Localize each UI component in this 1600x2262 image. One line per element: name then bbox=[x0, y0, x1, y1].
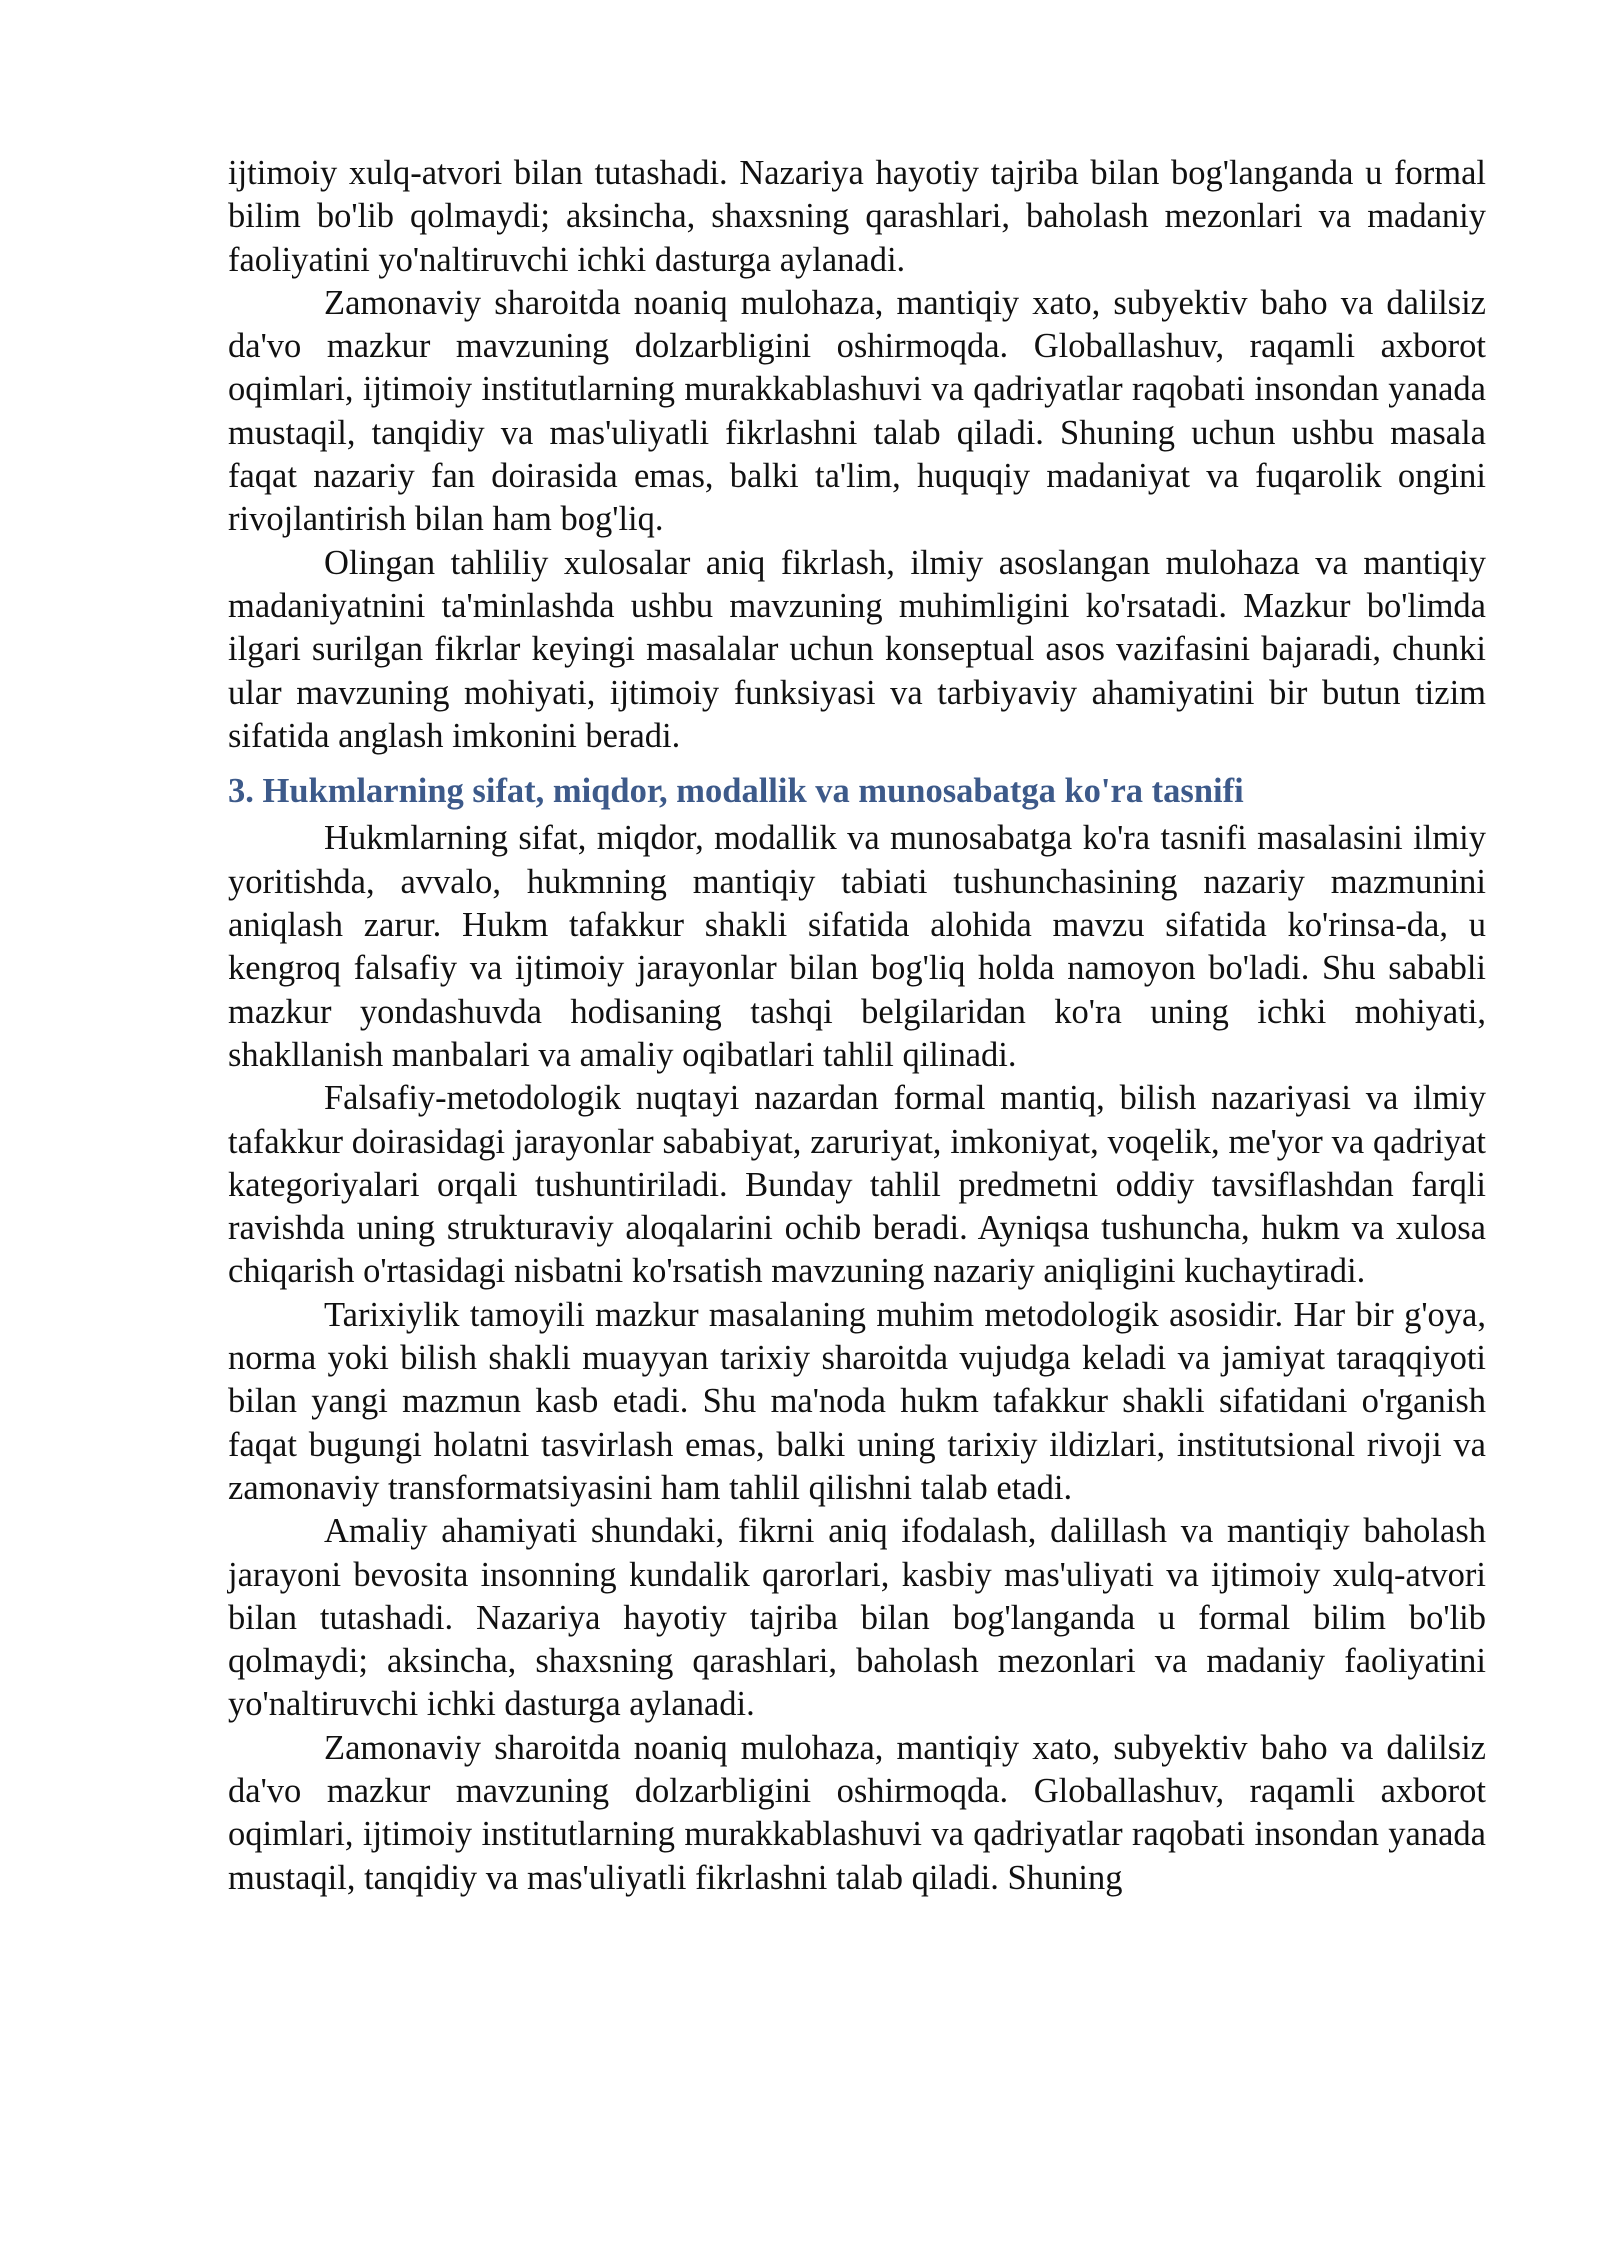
paragraph-continuation: ijtimoiy xulq-atvori bilan tutashadi. Nazariya hayotiy tajriba bilan bog'langanda u formal bilim bo'lib qolmaydi; aksincha, shaxsning qarashlari, baholash mezonlari va madaniy faoliyatini yo'naltiruvchi ichki dasturga aylanadi. bbox=[228, 154, 1486, 279]
paragraph: Zamonaviy sharoitda noaniq mulohaza, mantiqiy xato, subyektiv baho va dalilsiz da'vo mazkur mavzuning dolzarbligini oshirmoqda. Globallashuv, raqamli axborot oqimlari, ijtimoiy institutlarning murakkablashuvi va qadriyatlar raqobati insondan yanada mustaqil, tanqidiy va mas'uliyatli fikrlashni talab qiladi. Shuning bbox=[228, 1728, 1486, 1897]
paragraph: Tarixiylik tamoyili mazkur masalaning muhim metodologik asosidir. Har bir g'oya, norma yoki bilish shakli muayyan tarixiy sharoitda vujudga keladi va jamiyat taraqqiyoti bilan yangi mazmun kasb etadi. Shu ma'noda hukm tafakkur shakli sifatidani o'rganish faqat bugungi holatni tasvirlash emas, balki uning tarixiy ildizlari, institutsional rivoji va zamonaviy transformatsiyasini ham tahlil qilishni talab etadi. bbox=[228, 1295, 1486, 1507]
section-heading: 3. Hukmlarning sifat, miqdor, modallik va munosabatga ko'ra tasnifi bbox=[228, 772, 1244, 811]
paragraph: Olingan tahliliy xulosalar aniq fikrlash, ilmiy asoslangan mulohaza va mantiqiy madaniyatnini ta'minlashda ushbu mavzuning muhimligini ko'rsatadi. Mazkur bo'limda ilgari surilgan fikrlar keyingi masalalar uchun konseptual asos vazifasini bajaradi, chunki ular mavzuning mohiyati, ijtimoiy funksiyasi va tarbiyaviy ahamiyatini bir butun tizim sifatida anglash imkonini beradi. bbox=[228, 543, 1486, 755]
document-page bbox=[228, 152, 1486, 1900]
paragraph: Falsafiy-metodologik nuqtayi nazardan formal mantiq, bilish nazariyasi va ilmiy tafakkur doirasidagi jarayonlar sababiyat, zaruriyat, imkoniyat, voqelik, me'yor va qadriyat kategoriyalari orqali tushuntiriladi. Bunday tahlil predmetni oddiy tavsiflashdan farqli ravishda uning strukturaviy aloqalarini ochib beradi. Ayniqsa tushuncha, hukm va xulosa chiqarish o'rtasidagi nisbatni ko'rsatish mavzuning nazariy aniqligini kuchaytiradi. bbox=[228, 1079, 1486, 1291]
paragraph: Amaliy ahamiyati shundaki, fikrni aniq ifodalash, dalillash va mantiqiy baholash jarayoni bevosita insonning kundalik qarorlari, kasbiy mas'uliyati va ijtimoiy xulq-atvori bilan tutashadi. Nazariya hayotiy tajriba bilan bog'langanda u formal bilim bo'lib qolmaydi; aksincha, shaxsning qarashlari, baholash mezonlari va madaniy faoliyatini yo'naltiruvchi ichki dasturga aylanadi. bbox=[228, 1512, 1486, 1724]
paragraph: Hukmlarning sifat, miqdor, modallik va munosabatga ko'ra tasnifi masalasini ilmiy yoritishda, avvalo, hukmning mantiqiy tabiati tushunchasining nazariy mazmunini aniqlash zarur. Hukm tafakkur shakli sifatida alohida mavzu sifatida ko'rinsa-da, u kengroq falsafiy va ijtimoiy jarayonlar bilan bog'liq holda namoyon bo'ladi. Shu sababli mazkur yondashuvda hodisaning tashqi belgilaridan ko'ra uning ichki mohiyati, shakllanish manbalari va amaliy oqibatlari tahlil qilinadi. bbox=[228, 819, 1486, 1074]
paragraph: Zamonaviy sharoitda noaniq mulohaza, mantiqiy xato, subyektiv baho va dalilsiz da'vo mazkur mavzuning dolzarbligini oshirmoqda. Globallashuv, raqamli axborot oqimlari, ijtimoiy institutlarning murakkablashuvi va qadriyatlar raqobati insondan yanada mustaqil, tanqidiy va mas'uliyatli fikrlashni talab qiladi. Shuning uchun ushbu masala faqat nazariy fan doirasida emas, balki ta'lim, huquqiy madaniyat va fuqarolik ongini rivojlantirish bilan ham bog'liq. bbox=[228, 283, 1486, 539]
